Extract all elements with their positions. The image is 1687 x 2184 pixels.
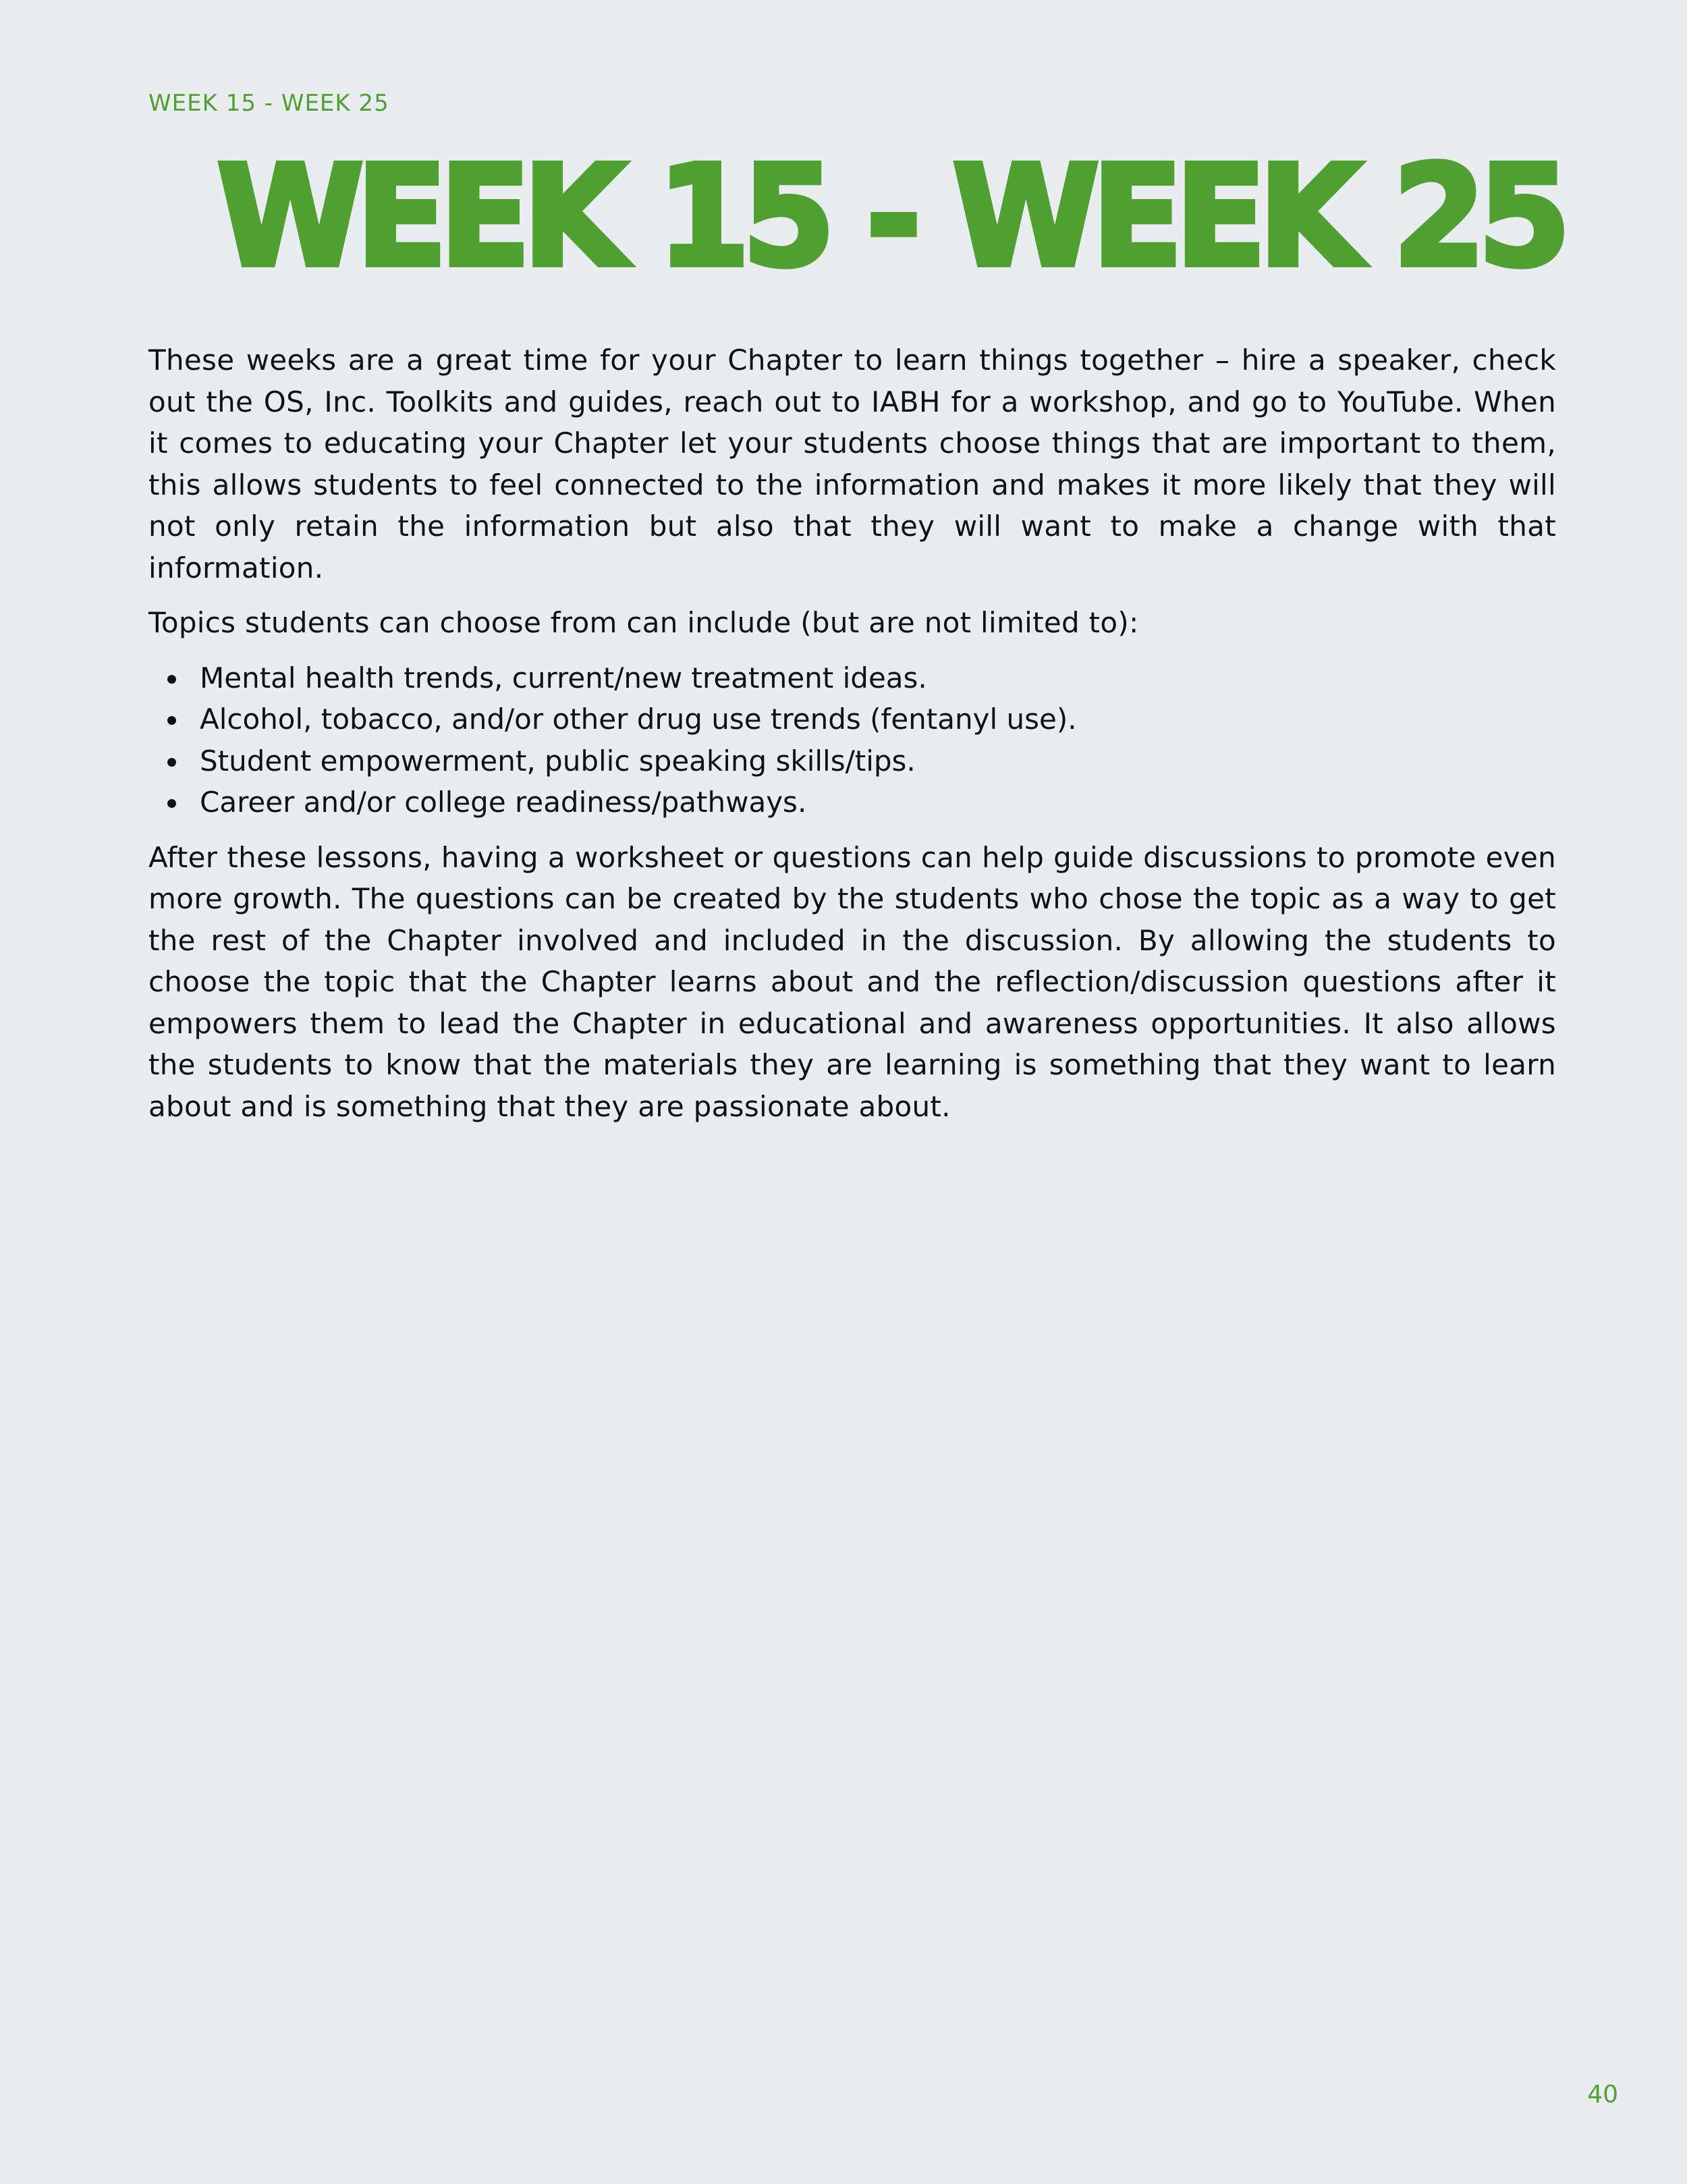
list-item: Mental health trends, current/new treatment ideas.	[148, 657, 1556, 699]
intro-paragraph: These weeks are a great time for your Chapter to learn things together – hire a speaker, check out the OS, Inc. Toolkits and guides, reach out to IABH for a workshop, and go to YouTube. When it comes to educating your Chapter let your students choose things that are important to them, this allows students to feel connected to the information and makes it more likely that they will not only retain the information but also that they will want to make a change with that information.	[148, 344, 1556, 584]
closing-paragraph: After these lessons, having a worksheet or questions can help guide discussions to promote even more growth. The questions can be created by the students who chose the topic as a way to get the rest of the Chapter involved and included in the discussion. By allowing the students to choose the topic that the Chapter learns about and the reflection/discussion questions after it empowers them to lead the Chapter in educational and awareness opportunities. It also allows the students to know that the materials they are learning is something that they want to learn about and is something that they are passionate about.	[148, 840, 1556, 1123]
list-item: Student empowerment, public speaking skills/tips.	[148, 740, 1556, 782]
page-title: WEEK 15 - WEEK 25	[216, 136, 1563, 298]
list-item: Career and/or college readiness/pathways.	[148, 782, 1556, 823]
body-content	[148, 339, 1556, 1141]
list-item: Alcohol, tobacco, and/or other drug use trends (fentanyl use).	[148, 699, 1556, 740]
page-number: 40	[1587, 2081, 1618, 2108]
running-header: WEEK 15 - WEEK 25	[148, 90, 389, 117]
topics-list	[148, 657, 1556, 823]
topics-lead-paragraph: Topics students can choose from can include (but are not limited to):	[148, 606, 1139, 639]
